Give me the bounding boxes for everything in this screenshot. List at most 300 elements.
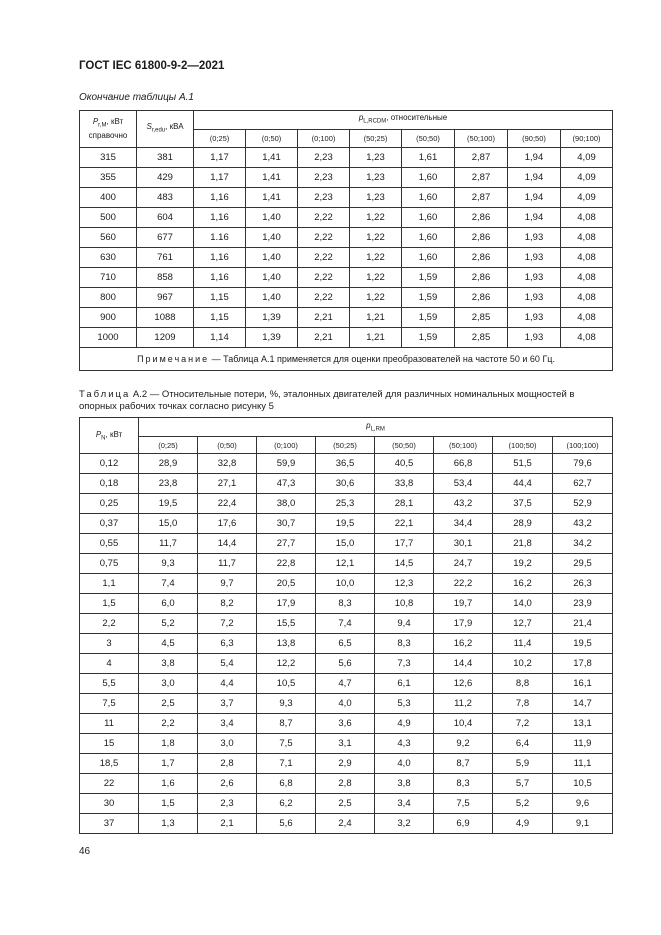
table-cell: 560 [80, 228, 137, 248]
table-cell: 500 [80, 208, 137, 228]
table-cell: 2,85 [455, 328, 508, 348]
table-cell: 44,4 [493, 474, 553, 494]
table-cell: 6,2 [257, 794, 316, 814]
table-cell: 9,1 [553, 814, 613, 834]
table-cell: 3,0 [198, 734, 257, 754]
table-cell: 381 [137, 148, 194, 168]
table-cell: 43,2 [434, 494, 493, 514]
table-cell: 5,2 [493, 794, 553, 814]
table-row [80, 594, 613, 614]
table-cell: 12,2 [257, 654, 316, 674]
table-cell: 1,21 [350, 328, 402, 348]
table-cell: 1,22 [350, 248, 402, 268]
table-cell: 27,7 [257, 534, 316, 554]
table-cell: 25,3 [316, 494, 375, 514]
table-cell: 66,8 [434, 454, 493, 474]
table-cell: 15,0 [316, 534, 375, 554]
group-header-losses: $p_{L,RCDM}$, относительные [194, 111, 613, 130]
table-row [80, 694, 613, 714]
subheader-cell: (90;50) [508, 130, 561, 148]
table-cell: 37,5 [493, 494, 553, 514]
table-cell: 2,86 [455, 288, 508, 308]
table-cell: 2,21 [298, 328, 350, 348]
table-cell: 1,17 [194, 168, 246, 188]
table-cell: 4,4 [198, 674, 257, 694]
document-header: ГОСТ IEC 61800-9-2—2021 [79, 60, 225, 72]
table-row [80, 734, 613, 754]
table-cell: 4,9 [375, 714, 434, 734]
table-cell: 52,9 [553, 494, 613, 514]
table-cell: 1,94 [508, 168, 561, 188]
table-cell: 40,5 [375, 454, 434, 474]
table-cell: 1,14 [194, 328, 246, 348]
table-cell: 19,5 [139, 494, 198, 514]
table-cell: 0,25 [80, 494, 139, 514]
table-cell: 4,08 [561, 248, 613, 268]
table-cell: 2,86 [455, 208, 508, 228]
table-cell: 10,2 [493, 654, 553, 674]
table-row [80, 754, 613, 774]
table-row [80, 328, 613, 348]
table-cell: 1,22 [350, 228, 402, 248]
table-cell: 4,09 [561, 148, 613, 168]
table-cell: 8,2 [198, 594, 257, 614]
table-cell: 10,4 [434, 714, 493, 734]
table-cell: 6,8 [257, 774, 316, 794]
table-cell: 8,8 [493, 674, 553, 694]
table-cell: 43,2 [553, 514, 613, 534]
subheader-cell: (50;50) [375, 437, 434, 454]
table-cell: 26,3 [553, 574, 613, 594]
table-cell: 1,22 [350, 268, 402, 288]
table-cell: 17,6 [198, 514, 257, 534]
table-cell: 9,6 [553, 794, 613, 814]
table-cell: 11,1 [553, 754, 613, 774]
table-row [80, 474, 613, 494]
table-row [80, 514, 613, 534]
page-number: 46 [79, 846, 91, 857]
table-cell: 800 [80, 288, 137, 308]
table-row [80, 614, 613, 634]
table-cell: 0,37 [80, 514, 139, 534]
table-cell: 28,1 [375, 494, 434, 514]
table-cell: 36,5 [316, 454, 375, 474]
table-cell: 10,5 [257, 674, 316, 694]
table-cell: 7,8 [493, 694, 553, 714]
subheader-cell: (0;50) [246, 130, 298, 148]
table-cell: 3,2 [375, 814, 434, 834]
table-row [80, 208, 613, 228]
table-cell: 2,2 [80, 614, 139, 634]
table-cell: 1,93 [508, 328, 561, 348]
table-cell: 32,8 [198, 454, 257, 474]
table-cell: 7,5 [80, 694, 139, 714]
subheader-cell: (0;100) [298, 130, 350, 148]
table-cell: 14,0 [493, 594, 553, 614]
table-cell: 22,4 [198, 494, 257, 514]
table-cell: 10,5 [553, 774, 613, 794]
table-row [80, 454, 613, 474]
table-cell: 18,5 [80, 754, 139, 774]
table-cell: 13,1 [553, 714, 613, 734]
table-cell: 12,3 [375, 574, 434, 594]
table1-note: Примечание — Таблица А.1 применяется для оценки преобразователей на частоте 50 и 60 Гц. [80, 348, 613, 371]
table-cell: 0,12 [80, 454, 139, 474]
table-cell: 23,8 [139, 474, 198, 494]
table-row [80, 774, 613, 794]
table-row [80, 654, 613, 674]
table-cell: 4,3 [375, 734, 434, 754]
table-cell: 2,87 [455, 168, 508, 188]
table-cell: 14,5 [375, 554, 434, 574]
table-cell: 1,39 [246, 308, 298, 328]
table-cell: 5,6 [316, 654, 375, 674]
subheader-cell: (50;50) [402, 130, 455, 148]
table-cell: 1,93 [508, 228, 561, 248]
table-cell: 1,94 [508, 208, 561, 228]
table-cell: 1000 [80, 328, 137, 348]
table-a2 [79, 417, 613, 834]
table-cell: 19,7 [434, 594, 493, 614]
table-cell: 1,40 [246, 268, 298, 288]
table-cell: 9,2 [434, 734, 493, 754]
table-cell: 2,23 [298, 168, 350, 188]
table-cell: 858 [137, 268, 194, 288]
table-cell: 8,3 [316, 594, 375, 614]
table-cell: 1,60 [402, 208, 455, 228]
table-cell: 5,3 [375, 694, 434, 714]
table-cell: 1,94 [508, 148, 561, 168]
table-cell: 4,5 [139, 634, 198, 654]
table-cell: 53,4 [434, 474, 493, 494]
table-cell: 6,3 [198, 634, 257, 654]
table-cell: 1,40 [246, 208, 298, 228]
table-cell: 21,8 [493, 534, 553, 554]
table-cell: 1,40 [246, 248, 298, 268]
table-cell: 400 [80, 188, 137, 208]
table-cell: 5,5 [80, 674, 139, 694]
table-cell: 6,9 [434, 814, 493, 834]
table-cell: 15 [80, 734, 139, 754]
table-cell: 1,8 [139, 734, 198, 754]
table-cell: 2,23 [298, 188, 350, 208]
table-cell: 17,9 [434, 614, 493, 634]
table-cell: 16,2 [493, 574, 553, 594]
table-cell: 1,60 [402, 168, 455, 188]
table-cell: 34,4 [434, 514, 493, 534]
table-cell: 6,1 [375, 674, 434, 694]
table-row [80, 674, 613, 694]
table-cell: 1,5 [80, 594, 139, 614]
col-header-apparent-power: $S_{r,edu}$, кВА [137, 111, 194, 148]
table-cell: 0,55 [80, 534, 139, 554]
table-cell: 1,94 [508, 188, 561, 208]
table-row [80, 494, 613, 514]
table-cell: 0,18 [80, 474, 139, 494]
table-cell: 1,93 [508, 308, 561, 328]
table-cell: 7,1 [257, 754, 316, 774]
table-cell: 1,16 [194, 208, 246, 228]
table-cell: 630 [80, 248, 137, 268]
table-cell: 6,4 [493, 734, 553, 754]
table-cell: 28,9 [493, 514, 553, 534]
table-cell: 59,9 [257, 454, 316, 474]
table-cell: 1,39 [246, 328, 298, 348]
subheader-cell: (100;100) [553, 437, 613, 454]
table-row [80, 814, 613, 834]
table-cell: 2,5 [316, 794, 375, 814]
table-cell: 2,85 [455, 308, 508, 328]
table-row [80, 268, 613, 288]
table-cell: 11,2 [434, 694, 493, 714]
table-cell: 2,9 [316, 754, 375, 774]
table-cell: 6,5 [316, 634, 375, 654]
table-cell: 1,16 [194, 248, 246, 268]
table-cell: 1,23 [350, 148, 402, 168]
table-cell: 3 [80, 634, 139, 654]
table-cell: 33,8 [375, 474, 434, 494]
table-cell: 2,87 [455, 148, 508, 168]
table-cell: 30 [80, 794, 139, 814]
table-cell: 2,3 [198, 794, 257, 814]
table-cell: 19,5 [316, 514, 375, 534]
table-cell: 2,22 [298, 268, 350, 288]
table-cell: 2,8 [316, 774, 375, 794]
table-cell: 8,3 [375, 634, 434, 654]
table-row [80, 534, 613, 554]
table-cell: 11,7 [139, 534, 198, 554]
table-cell: 3,8 [139, 654, 198, 674]
table-cell: 1,15 [194, 308, 246, 328]
table-cell: 24,7 [434, 554, 493, 574]
table-cell: 20,5 [257, 574, 316, 594]
table-cell: 34,2 [553, 534, 613, 554]
table-cell: 5,9 [493, 754, 553, 774]
table-row [80, 794, 613, 814]
subheader-cell: (50;100) [455, 130, 508, 148]
table-cell: 9,3 [139, 554, 198, 574]
table-cell: 47,3 [257, 474, 316, 494]
table-cell: 30,1 [434, 534, 493, 554]
table-cell: 429 [137, 168, 194, 188]
table-cell: 0,75 [80, 554, 139, 574]
table-cell: 12,6 [434, 674, 493, 694]
table-cell: 1,16 [194, 268, 246, 288]
table-cell: 1,41 [246, 188, 298, 208]
table-cell: 1,41 [246, 148, 298, 168]
table-cell: 9,3 [257, 694, 316, 714]
table-cell: 7,5 [257, 734, 316, 754]
table2-caption: Таблица А.2 — Относительные потери, %, эталонных двигателей для различных номинальных мощностей в опорных рабочих точках согласно рисунку 5 [79, 389, 575, 412]
table-cell: 4 [80, 654, 139, 674]
table-cell: 2,4 [316, 814, 375, 834]
table-cell: 1,22 [350, 208, 402, 228]
table-cell: 9,4 [375, 614, 434, 634]
table-cell: 30,7 [257, 514, 316, 534]
table-cell: 1,21 [350, 308, 402, 328]
table-cell: 4,08 [561, 288, 613, 308]
table-cell: 1,59 [402, 308, 455, 328]
table-cell: 19,2 [493, 554, 553, 574]
subheader-cell: (90;100) [561, 130, 613, 148]
table1-caption: Окончание таблицы А.1 [79, 92, 194, 103]
table-cell: 2,22 [298, 208, 350, 228]
table-a1 [79, 110, 613, 371]
table-cell: 11,4 [493, 634, 553, 654]
table-cell: 1088 [137, 308, 194, 328]
subheader-cell: (0;50) [198, 437, 257, 454]
table-cell: 1,16 [194, 188, 246, 208]
table-cell: 6,0 [139, 594, 198, 614]
subheader-cell: (50;25) [316, 437, 375, 454]
table-cell: 3,4 [198, 714, 257, 734]
table-cell: 27,1 [198, 474, 257, 494]
table-cell: 7,4 [316, 614, 375, 634]
table-cell: 3,8 [375, 774, 434, 794]
table-cell: 1,60 [402, 248, 455, 268]
table-row [80, 574, 613, 594]
table-cell: 16,1 [553, 674, 613, 694]
table-cell: 7,2 [198, 614, 257, 634]
subheader-cell: (0;100) [257, 437, 316, 454]
table-row [80, 148, 613, 168]
table-cell: 1,22 [350, 288, 402, 308]
table-cell: 13,8 [257, 634, 316, 654]
table-cell: 2,86 [455, 248, 508, 268]
table-cell: 51,5 [493, 454, 553, 474]
table-cell: 4,7 [316, 674, 375, 694]
table-cell: 8,3 [434, 774, 493, 794]
table-cell: 1,60 [402, 188, 455, 208]
table-cell: 1,23 [350, 188, 402, 208]
table-row [80, 634, 613, 654]
table-cell: 710 [80, 268, 137, 288]
table-cell: 1,6 [139, 774, 198, 794]
table-cell: 2,86 [455, 228, 508, 248]
table-cell: 14,4 [198, 534, 257, 554]
table-cell: 315 [80, 148, 137, 168]
table-cell: 4,08 [561, 268, 613, 288]
table-cell: 10,0 [316, 574, 375, 594]
table-row [80, 188, 613, 208]
subheader-cell: (50;25) [350, 130, 402, 148]
subheader-cell: (50;100) [434, 437, 493, 454]
table-cell: 355 [80, 168, 137, 188]
table-cell: 22,1 [375, 514, 434, 534]
table-cell: 5,6 [257, 814, 316, 834]
subheader-cell: (0;25) [139, 437, 198, 454]
table-cell: 5,2 [139, 614, 198, 634]
table-cell: 1,1 [80, 574, 139, 594]
table-cell: 1,23 [350, 168, 402, 188]
table-cell: 1209 [137, 328, 194, 348]
table-row [80, 714, 613, 734]
table-cell: 1,59 [402, 288, 455, 308]
table-cell: 7,2 [493, 714, 553, 734]
table-cell: 3,4 [375, 794, 434, 814]
table-cell: 10,8 [375, 594, 434, 614]
subheader-cell: (100;50) [493, 437, 553, 454]
table-row [80, 308, 613, 328]
table-cell: 1,17 [194, 148, 246, 168]
table-cell: 17,7 [375, 534, 434, 554]
table-cell: 5,4 [198, 654, 257, 674]
table-cell: 21,4 [553, 614, 613, 634]
table-cell: 4,08 [561, 228, 613, 248]
table-cell: 2,22 [298, 288, 350, 308]
table-cell: 38,0 [257, 494, 316, 514]
table-cell: 3,6 [316, 714, 375, 734]
table-cell: 28,9 [139, 454, 198, 474]
table-cell: 1,40 [246, 288, 298, 308]
table-cell: 1,3 [139, 814, 198, 834]
table-cell: 3,0 [139, 674, 198, 694]
table-cell: 1,60 [402, 228, 455, 248]
table-cell: 1.16 [194, 228, 246, 248]
table-cell: 8,7 [257, 714, 316, 734]
table-cell: 483 [137, 188, 194, 208]
table-cell: 900 [80, 308, 137, 328]
table-cell: 11,7 [198, 554, 257, 574]
table-cell: 17,8 [553, 654, 613, 674]
table-cell: 4,09 [561, 168, 613, 188]
group-header-motor-losses: $p_{L,RM}$ [139, 418, 613, 437]
table-cell: 7,4 [139, 574, 198, 594]
table-cell: 604 [137, 208, 194, 228]
table-cell: 2,22 [298, 248, 350, 268]
table-cell: 3,1 [316, 734, 375, 754]
table-cell: 1,15 [194, 288, 246, 308]
table-cell: 3,7 [198, 694, 257, 714]
table-cell: 2,6 [198, 774, 257, 794]
table-cell: 1,61 [402, 148, 455, 168]
table-cell: 37 [80, 814, 139, 834]
table-cell: 4,08 [561, 208, 613, 228]
table-cell: 761 [137, 248, 194, 268]
table-cell: 8,7 [434, 754, 493, 774]
table-cell: 4,0 [316, 694, 375, 714]
table-cell: 79,6 [553, 454, 613, 474]
table-cell: 15,0 [139, 514, 198, 534]
table-cell: 1,59 [402, 268, 455, 288]
table-cell: 7,5 [434, 794, 493, 814]
table-cell: 17,9 [257, 594, 316, 614]
table-cell: 4,9 [493, 814, 553, 834]
col-header-power: $P_{r,M}$, кВт справочно [80, 111, 137, 148]
table-cell: 2,21 [298, 308, 350, 328]
table-cell: 2,86 [455, 268, 508, 288]
table-row [80, 248, 613, 268]
table-cell: 4,0 [375, 754, 434, 774]
table-cell: 2,5 [139, 694, 198, 714]
table-row [80, 288, 613, 308]
table-row [80, 228, 613, 248]
table-cell: 11,9 [553, 734, 613, 754]
table-cell: 23,9 [553, 594, 613, 614]
table-cell: 1,93 [508, 268, 561, 288]
table-cell: 2,22 [298, 228, 350, 248]
table-cell: 29,5 [553, 554, 613, 574]
table-cell: 7,3 [375, 654, 434, 674]
table-cell: 5,7 [493, 774, 553, 794]
table-cell: 1,5 [139, 794, 198, 814]
table-cell: 1,7 [139, 754, 198, 774]
table-cell: 22 [80, 774, 139, 794]
col-header-rated-power: $P_N$, кВт [80, 418, 139, 454]
table-cell: 677 [137, 228, 194, 248]
table-cell: 1,59 [402, 328, 455, 348]
table-row [80, 554, 613, 574]
